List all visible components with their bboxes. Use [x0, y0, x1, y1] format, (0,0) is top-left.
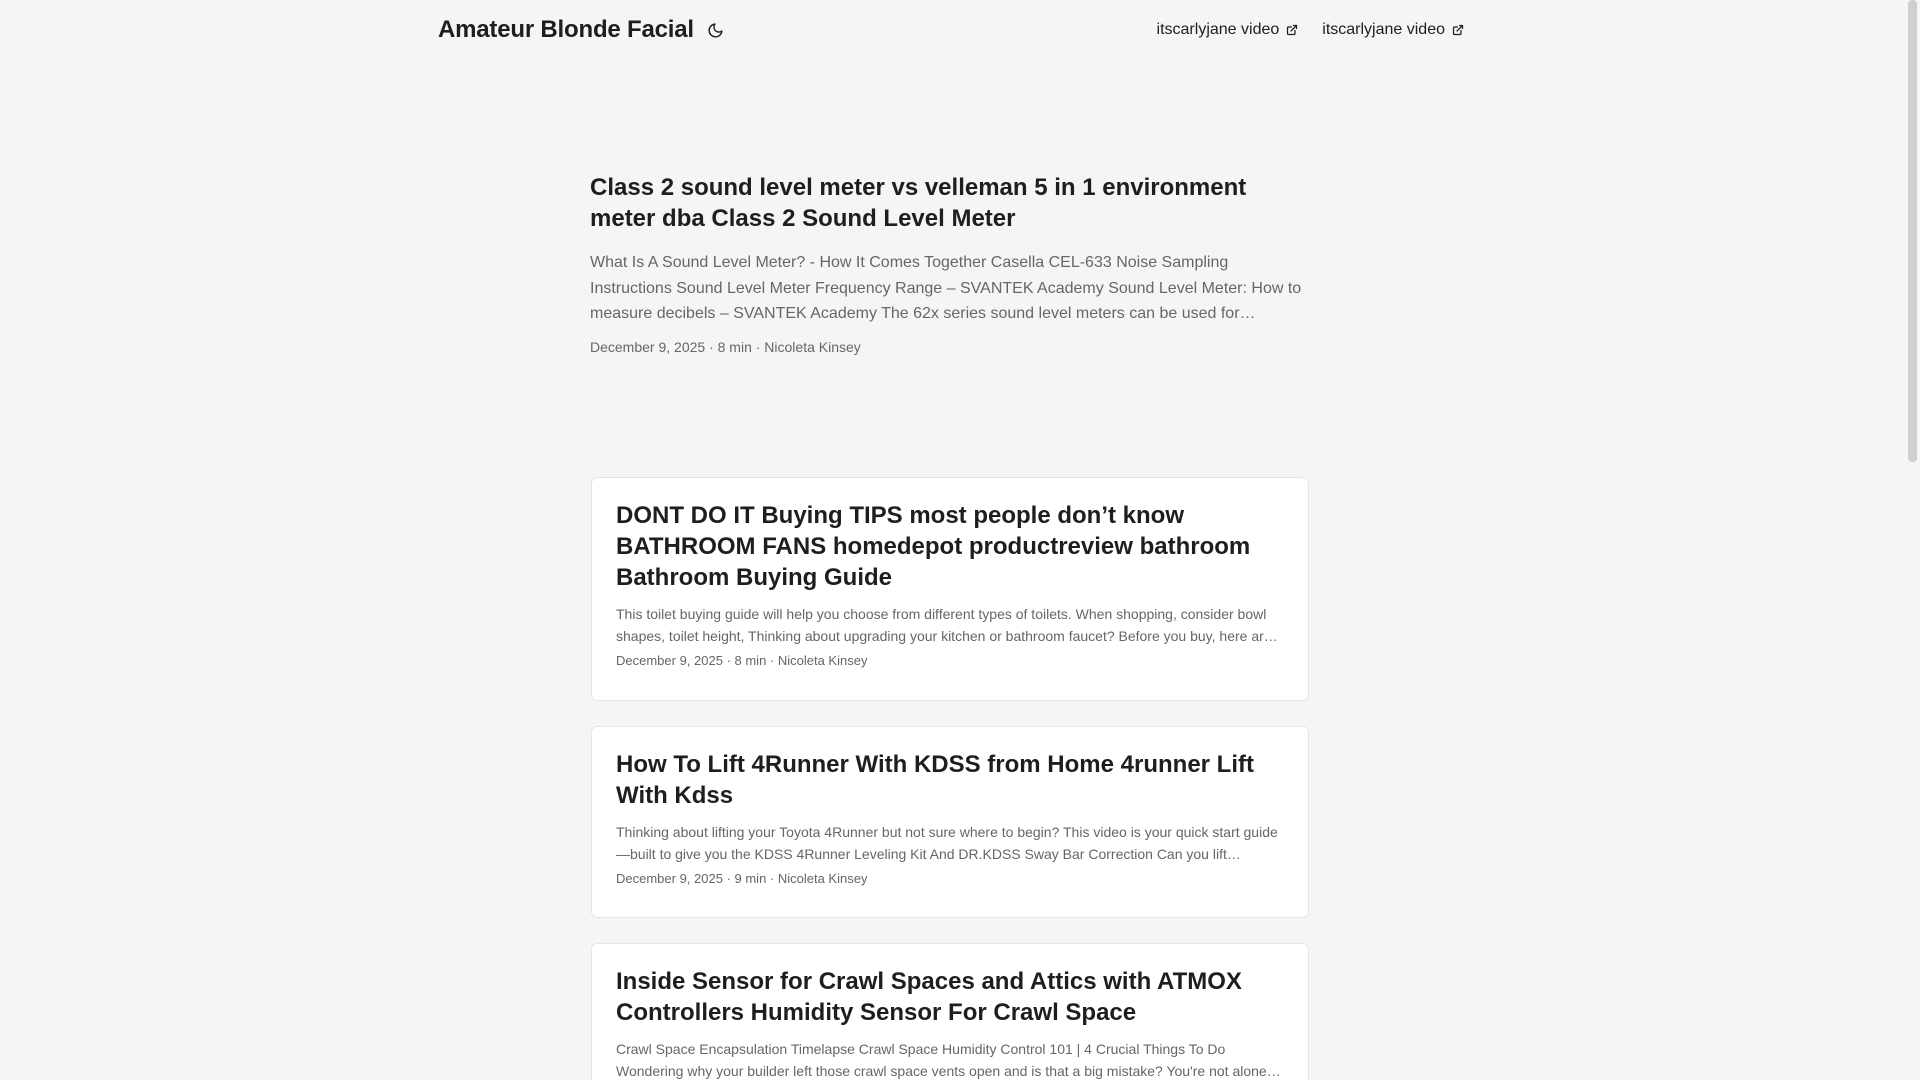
nav-link-itscarlyjane-2[interactable]	[1322, 21, 1464, 39]
post-card-title[interactable]: Inside Sensor for Crawl Spaces and Attics with ATMOX Controllers Humidity Sensor For Crawl Space	[616, 968, 1242, 1026]
site-title-link[interactable]: Amateur Blonde Facial	[438, 16, 694, 43]
moon-icon[interactable]	[706, 20, 726, 40]
featured-post-excerpt: What Is A Sound Level Meter? - How It Comes Together Casella CEL-633 Noise Sampling Instructions Sound Level Meter Frequency Range – SVANTEK Academy Sound Level Meter: How to measure decibels – SVANTEK Academy The 62x series sound level meters can be used for	[590, 254, 1302, 322]
featured-post-title[interactable]: Class 2 sound level meter vs velleman 5 in 1 environment meter dba Class 2 Sound Level Meter	[590, 174, 1247, 232]
post-card-meta: December 9, 2025 · 9 min · Nicoleta Kinsey	[616, 871, 868, 886]
nav-link-label: itscarlyjane video	[1322, 21, 1445, 38]
featured-post[interactable]	[590, 172, 1310, 355]
post-card-title[interactable]: How To Lift 4Runner With KDSS from Home 4runner Lift With Kdss	[616, 751, 1254, 809]
external-link-icon	[1286, 24, 1298, 36]
post-card-title[interactable]: DONT DO IT Buying TIPS most people don’t know BATHROOM FANS homedepot productreview bathroom Bathroom Buying Guide	[616, 502, 1251, 591]
scrollbar-thumb[interactable]	[1908, 0, 1917, 462]
nav-link-itscarlyjane-1[interactable]	[1157, 21, 1299, 39]
post-card-excerpt: This toilet buying guide will help you choose from different types of toilets. When shopping, consider bowl shapes, toilet height, Thinking about upgrading your kitchen or bathroom faucet? Before you buy, here are	[616, 606, 1272, 644]
nav-link-label: itscarlyjane video	[1156, 21, 1280, 38]
header-nav	[1133, 21, 1464, 39]
external-link-icon	[1452, 24, 1464, 36]
featured-post-meta: December 9, 2025 · 8 min · Nicoleta Kinsey	[590, 338, 861, 355]
brand	[438, 16, 726, 44]
post-card[interactable]	[591, 477, 1309, 701]
post-card[interactable]	[591, 726, 1309, 918]
post-card-excerpt: Crawl Space Encapsulation Timelapse Crawl Space Humidity Control 101 | 4 Crucial Things To Do Wondering why your builder left those crawl space vents open and is that a big mistake? You're not alone.	[616, 1041, 1271, 1079]
post-card-meta: December 9, 2025 · 8 min · Nicoleta Kinsey	[616, 653, 868, 668]
post-card[interactable]	[591, 943, 1309, 1080]
site-header	[438, 0, 1464, 60]
post-card-excerpt: Thinking about lifting your Toyota 4Runner but not sure where to begin? This video is your quick start guide—built to give you the KDSS 4Runner Leveling Kit And DR.KDSS Sway Bar Correction Can you lift	[616, 824, 1278, 862]
scrollbar[interactable]	[1905, 0, 1920, 1080]
